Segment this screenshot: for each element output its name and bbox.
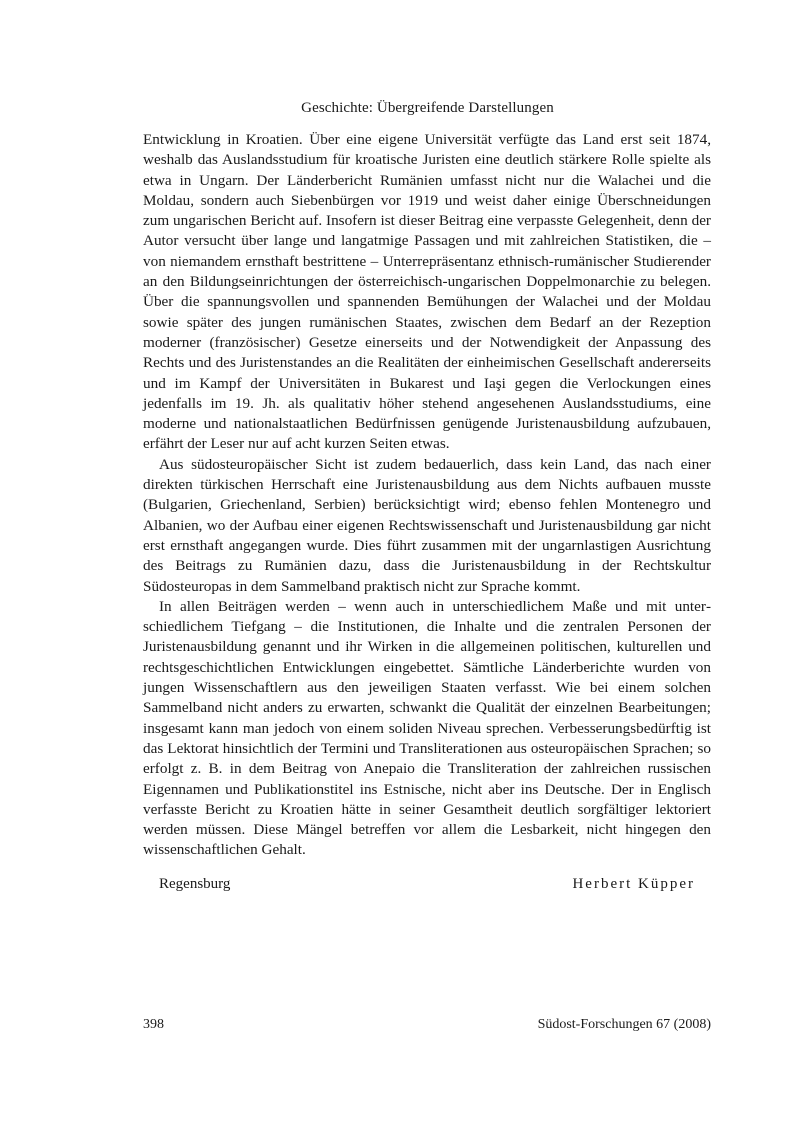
running-header: Geschichte: Übergreifende Darstellungen <box>301 100 554 116</box>
signature-place: Regensburg <box>159 876 231 892</box>
signature-line <box>159 876 695 893</box>
journal-citation: Südost-Forschungen 67 (2008) <box>537 1017 711 1032</box>
review-body <box>143 130 711 861</box>
signature-author: Herbert Küpper <box>572 876 695 892</box>
paragraph: Aus südosteuropäischer Sicht ist zudem bedauerlich, dass kein Land, das nach einer direkten türkischen Herrschaft eine Juristenausbildung aus dem Nichts aufbauen musste (Bulgarien, Griechenland, Serbien) berücksichtigt wird; ebenso fehlen Montenegro und Albanien, wo der Aufbau einer eigenen Rechtswissenschaft und Juristenausbildung gar nicht erst ernsthaft angegangen wurde. Dies führt zusammen mit der ungarnlastigen Ausrichtung des Beitrags zu Rumänien dazu, dass die Juristenausbildung in der Rechtskultur Südosteuropas in dem Sammelband praktisch nicht zur Sprache kommt. <box>143 455 711 595</box>
page-number: 398 <box>143 1017 164 1032</box>
page-footer <box>143 1017 711 1033</box>
paragraph: In allen Beiträgen werden – wenn auch in unterschiedlichem Maße und mit unterschiedlichem Tiefgang – die Institutionen, die Inhalte und die zentralen Personen der Juristenausbildung genannt und ihr Wirken in die allgemeinen politischen, kulturellen und rechtsgeschichtlichen Entwicklungen eingebettet. Sämtliche Länderberichte wurden von jungen Wissenschaftlern aus den jeweiligen Staaten verfasst. Wie bei einem solchen Sammelband nicht anders zu erwarten, schwankt die Qualität der einzelnen Bearbeitungen; insgesamt kann man jedoch von einem soliden Niveau sprechen. Verbesserungsbedürftig ist das Lektorat hinsichtlich der Termini und Transliterationen aus osteuropäischen Sprachen; so erfolgt z. B. in dem Beitrag von Anepaio die Transliteration der zahlreichen russischen Eigennamen und Publikationstitel ins Estnische, nicht aber ins Deutsche. Der in Englisch verfasste Bericht zu Kroatien hätte in seiner Gesamtheit deutlich sorgfältiger lektoriert werden müssen. Diese Mängel betreffen vor allem die Lesbarkeit, nicht hingegen den wissenschaftlichen Gehalt. <box>143 597 711 859</box>
paragraph: Entwicklung in Kroatien. Über eine eigene Universität verfügte das Land erst seit 1874, weshalb das Auslandsstudium für kroatische Juristen eine deutlich stärkere Rolle spielte als etwa in Ungarn. Der Länderbericht Rumänien umfasst nicht nur die Walachei und die Moldau, sondern auch Siebenbürgen vor 1919 und weist daher einige Überschneidungen zum ungarischen Bericht auf. Insofern ist dieser Beitrag eine verpasste Gelegenheit, denn der Autor versucht über lange und langatmige Passagen und mit zahlreichen Statistiken, die – von niemandem ernsthaft bestrittene – Unterrepräsentanz ethnisch-rumänischer Studierender an den Bildungseinrichtungen der österreichisch-ungarischen Doppelmonarchie zu belegen. Über die spannungsvollen und spannenden Bemühungen der Walachei und der Moldau sowie später des jungen rumänischen Staates, zwischen dem Bedarf an der Rezeption moderner (französischer) Gesetze einerseits und der Notwendigkeit der Anpassung des Rechts und des Juristenstandes an die Realitäten der einheimischen Gesellschaft andererseits und im Kampf der Universitäten in Bukarest und Iaşi gegen die Verlockungen eines jedenfalls im 19. Jh. als qualitativ höher stehend angesehenen Auslandsstudiums, eine moderne und nationalstaatlichen Bedürfnissen genügende Juristenausbildung aufzubauen, erfährt der Leser nur auf acht kurzen Seiten etwas. <box>143 131 711 453</box>
